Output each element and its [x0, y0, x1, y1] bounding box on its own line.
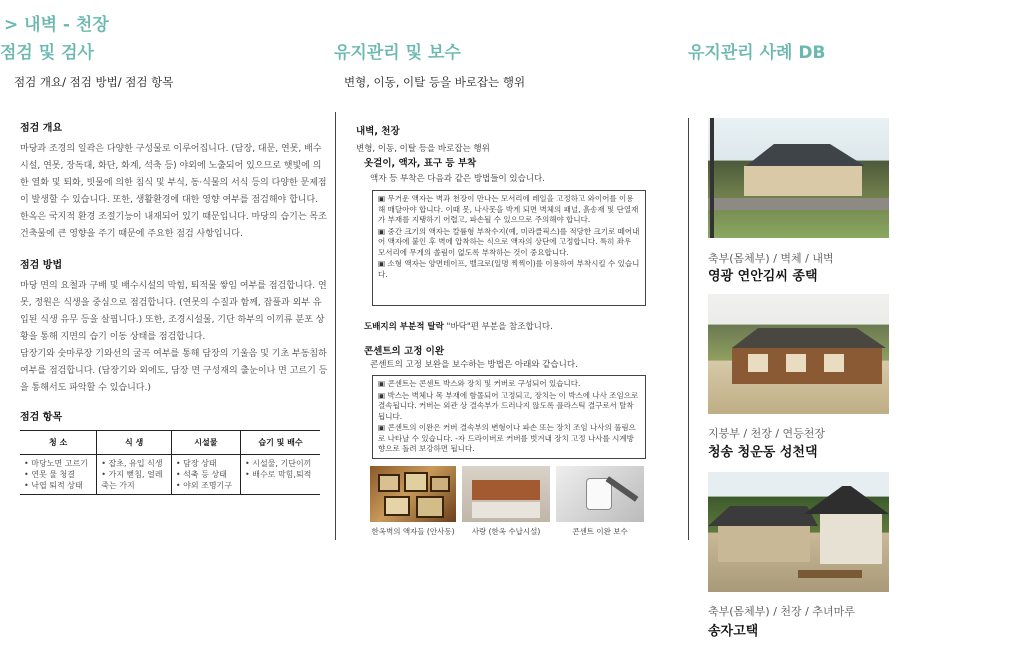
maintenance-section-title: 유지관리 및 보수	[334, 43, 461, 63]
case-2-category: 지붕부 / 천장 / 연등천장	[708, 427, 826, 440]
table-cell: • 시설물, 기단이끼 • 배수로 막힘,퇴적	[240, 455, 320, 495]
method-heading: 점검 방법	[20, 260, 63, 271]
doc2-intro: 변형, 이동, 이탈 등을 바로잡는 행위	[356, 144, 490, 154]
case-3-name[interactable]: 송자고택	[708, 624, 759, 639]
storage-room-photo	[462, 466, 550, 522]
case-2-name[interactable]: 청송 청운동 성천댁	[708, 445, 818, 460]
box-item: ▣ 소형 액자는 양면테이프, 벨크로(일명 찍찍이)를 이용하여 부착시킬 수 있습니다.	[378, 259, 640, 279]
box-item: ▣ 콘센트의 이완은 커버 결속부의 변형이나 파손 또는 장치 조임 나사의 풀림으로 나타날 수 있습니다. -자 드라이버로 커버를 벗겨내 장치 고정 나사를 시계방향으로 돌려 보강하면 됩니다.	[378, 423, 636, 453]
method-text-2: 담장기와 숫마루장 기와선의 굴곡 여부를 통해 담장의 기울음 및 기초 부동침하 여부를 점검합니다. (담장기와 외에도, 담장 면 구성재의 출눈이나 면 고르기 등을 통해서도 파악할 수 있습니다.)	[20, 349, 328, 393]
maintenance-section-subtitle: 변형, 이동, 이탈 등을 바로잡는 행위	[344, 75, 526, 89]
case-photo-3[interactable]	[708, 472, 889, 592]
inspection-items-table	[20, 430, 320, 495]
table-cell: • 잡초, 유입 식생 • 가지 뻗침, 얼레 죽는 가지	[97, 455, 172, 495]
table-header-moisture: 습기 및 배수	[240, 431, 320, 455]
box-item: ▣ 중간 크기의 액자는 칼륨형 부착수지(예, 미라클픽스)를 적당한 크기로 떼어내어 액자에 붙인 후 벽에 압착하는 식으로 액자의 상단에 고정합니다. 특히 좌우 모서리에 무게의 쏠림이 없도록 부착하는 것이 중요합니다.	[378, 226, 640, 257]
doc2-title: 내벽, 천장	[356, 126, 400, 137]
cases-section-title: 유지관리 사례 DB	[688, 43, 826, 63]
photo-caption: 한옥벽의 액자들 (안사동)	[371, 527, 455, 536]
case-photo-2[interactable]	[708, 294, 889, 414]
overview-heading: 점검 개요	[20, 123, 63, 134]
doc2-section1-desc: 액자 등 부착은 다음과 같은 방법들이 있습니다.	[370, 174, 545, 184]
box-item: ▣ 박스는 벽체나 목 부재에 함몰되어 고정되고, 장치는 이 박스에 나사 조임으로 결속됩니다. 커버는 외관 상 결속부가 드러나지 않도록 플라스틱 결구로서 탈착 됩니다.	[378, 390, 639, 421]
photo-caption: 사랑 (한옥 수납시설)	[471, 527, 541, 536]
picture-frames-photo	[370, 466, 456, 522]
doc2-section2-text: "바닥"편 부분을 참조합니다.	[446, 322, 553, 332]
method-text-1: 마당 면의 요철과 구배 및 배수시설의 막힘, 퇴적물 쌓임 여부를 점검합니다. 연못, 정원은 식생을 중심으로 점검합니다. (연못의 수질과 함께, 잡풀과 외부 유입된 식생 유무 등을 살핍니다.) 또한, 조경시설물, 기단 하부의 이끼류 분포 상황을 통해 지면의 습기 이동 상태를 점검합니다.	[20, 281, 327, 342]
table-header-facility: 시설물	[171, 431, 240, 455]
inspection-section-subtitle: 점검 개요/ 점검 방법/ 점검 항목	[14, 75, 174, 89]
inspection-section-title: 점검 및 검사	[0, 43, 94, 63]
table-header-vegetation: 식 생	[97, 431, 172, 455]
items-heading: 점검 항목	[20, 412, 63, 423]
photo-caption: 콘센트 이완 보수	[572, 527, 628, 536]
box-item: ▣ 무거운 액자는 벽과 천장이 만나는 모서리에 레일을 고정하고 와이어를 이용해 매달아야 합니다. 이때 못, 나사못을 박게 되면 벽체의 패널, 흙송재 및 단열재가 부재를 지탱하기 어렵고, 파손될 수 있으므로 주의해야 합니다.	[378, 194, 639, 224]
case-photo-1[interactable]	[708, 118, 889, 238]
doc2-section3-title: 콘센트의 고정 이완	[364, 346, 445, 357]
picture-hanging-methods-box	[372, 190, 646, 306]
divider-left	[335, 112, 336, 540]
table-cell: • 담장 상태 • 석축 등 상태 • 야외 조명기구	[171, 455, 240, 495]
case-1-category: 축부(몸체부) / 벽체 / 내벽	[708, 252, 834, 265]
case-1-name[interactable]: 영광 연안김씨 종택	[708, 269, 818, 284]
inspection-document	[20, 120, 328, 495]
doc2-section2-title: 도배지의 부분적 탈락	[364, 322, 444, 332]
table-header-cleaning: 청 소	[20, 431, 97, 455]
doc2-section3-desc: 콘센트의 고정 보완을 보수하는 방법은 아래와 같습니다.	[370, 360, 578, 370]
box-item: ▣ 콘센트는 콘센트 박스와 장치 및 커버로 구성되어 있습니다.	[378, 379, 581, 388]
outlet-repair-methods-box	[372, 375, 646, 459]
outlet-repair-photo	[556, 466, 644, 522]
case-3-category: 축부(몸체부) / 천장 / 추녀마루	[708, 605, 855, 618]
table-cell: • 마당노면 고르기 • 연못 물 청결 • 낙엽 퇴적 상태	[20, 455, 97, 495]
divider-right	[688, 118, 689, 540]
overview-text: 마당과 조경의 일곽은 다양한 구성물로 이루어집니다. (담장, 대문, 연못, 배수시설, 연못, 장독대, 화단, 화계, 석축 등) 야외에 노출되어 있으므로 햇빛에 의한 열화 및 퇴화, 빗물에 의한 침식 및 부식, 동·식물의 서식 등의 다양한 문제점이 발생할 수 있습니다. 또한, 생활환경에 대한 영향 여부를 점검해야 합니다. 한옥은 국지적 환경 조절기능이 내재되어 있기 때문입니다. 마당의 습기는 목조 건축물에 큰 영향을 주기 때문에 주요한 점검 사항입니다.	[20, 144, 327, 239]
breadcrumb: > 내벽 - 천장	[4, 15, 109, 35]
doc2-section1-title: 옷걸이, 액자, 표구 등 부착	[364, 158, 477, 169]
